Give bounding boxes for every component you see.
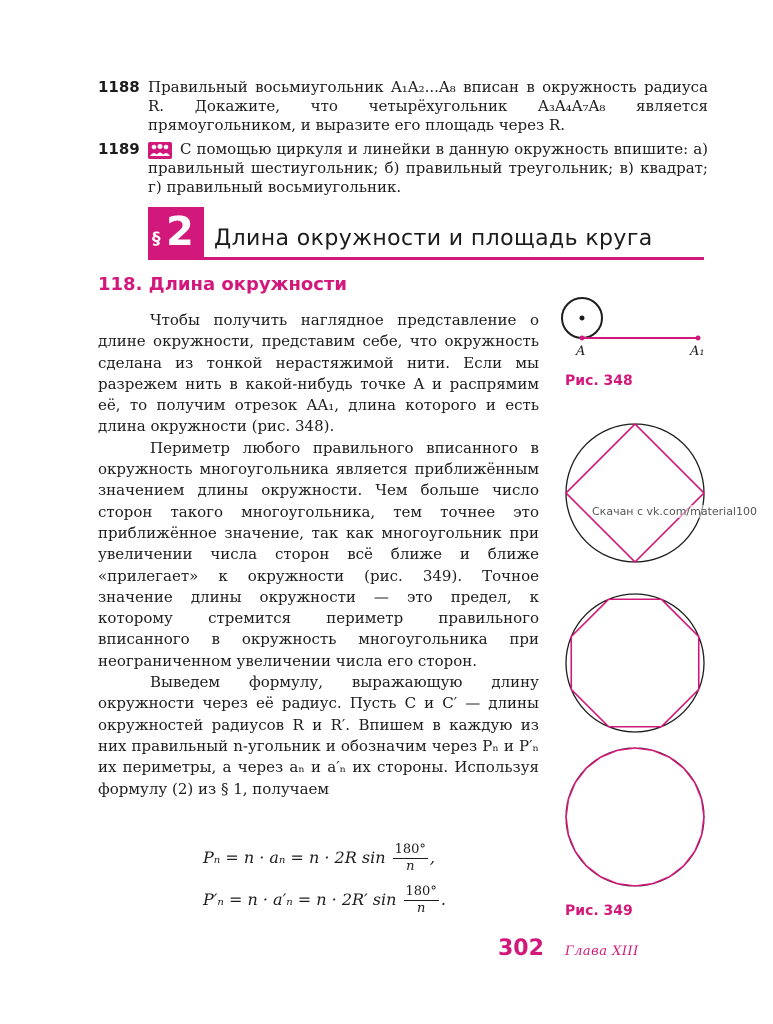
- section-title: Длина окружности и площадь круга: [214, 226, 653, 251]
- circle: [566, 424, 704, 562]
- figure-348-caption: Рис. 348: [565, 373, 633, 389]
- circle: [566, 594, 704, 732]
- paragraph: Выведем формулу, выражающую длину окружности через её радиус. Пусть C и C′ — длины окружностей радиусов R и R′. Впишем в каждую из них правильный n-угольник и обозначим через Pₙ и P′ₙ их периметры, а через aₙ и a′ₙ их стороны. Используя формулу (2) из § 1, получаем: [98, 673, 539, 798]
- body-text: [98, 310, 539, 800]
- label-point-a1: A₁: [690, 344, 705, 359]
- figure-349-square: [560, 418, 710, 568]
- problem-number: 1188: [98, 78, 140, 96]
- point-a: [580, 336, 585, 341]
- problem-1188: [98, 78, 708, 135]
- fraction-denominator: n: [406, 859, 415, 874]
- problem-1189: [98, 140, 708, 197]
- paragraph: Периметр любого правильного вписанного в окружность многоугольника является приближённым значением длины окружности. Чем больше число сторон такого многоугольника, тем точнее это приближённое значение, так как многоугольник при увеличении числа сторон всё ближе и ближе «прилегает» к окружности (рис. 349). Точное значение длины окружности — это предел, к которому стремится периметр правильного вписанного в окружность многоугольника при неограниченном увеличении числа его сторон.: [98, 438, 539, 670]
- problem-text: С помощью циркуля и линейки в данную окружность впишите: а) правильный шестиугольник; б) правильный треугольник; в) квадрат; г) правильный восьмиугольник.: [148, 140, 708, 196]
- formula-punctuation: ,: [429, 848, 436, 867]
- figure-349-polygon-many: [560, 742, 710, 892]
- fraction-numerator: 180°: [394, 842, 426, 857]
- section-badge: [148, 207, 204, 257]
- fraction-denominator: n: [416, 901, 426, 916]
- subsection-heading: 118. Длина окружности: [98, 274, 347, 295]
- section-symbol: §: [152, 229, 161, 249]
- formula-expression: P′ₙ = n · a′ₙ = n · 2R′ sin: [203, 890, 397, 909]
- group-work-icon: [148, 142, 172, 159]
- figure-349-caption: Рис. 349: [565, 903, 633, 919]
- formula-perimeter-1: [203, 842, 435, 875]
- point-a1: [696, 336, 701, 341]
- figure-348: [558, 292, 718, 352]
- formula-punctuation: .: [440, 890, 446, 909]
- watermark: Скачан с vk.com/material100: [592, 505, 758, 518]
- inscribed-octagon: [571, 599, 699, 727]
- formula-perimeter-2: [203, 884, 446, 917]
- problem-text: Правильный восьмиугольник A₁A₂...A₈ вписан в окружность радиуса R. Докажите, что четырёхугольник A₃A₄A₇A₈ является прямоугольником, и выразите его площадь через R.: [148, 78, 708, 134]
- formula-expression: Pₙ = n · aₙ = n · 2R sin: [203, 848, 386, 867]
- inscribed-polygon-many-sides: [566, 748, 704, 886]
- paragraph: Чтобы получить наглядное представление о длине окружности, представим себе, что окружность сделана из тонкой нерастяжимой нити. Если мы разрежем нить в какой-нибудь точке A и распрямим её, то получим отрезок AA₁, длина которого и есть длина окружности (рис. 348).: [98, 311, 539, 436]
- section-divider: [148, 257, 704, 260]
- chapter-label: Глава XIII: [565, 944, 639, 959]
- fraction: [404, 884, 439, 917]
- inscribed-square: [566, 424, 704, 562]
- circle-center: [580, 316, 585, 321]
- label-point-a: A: [576, 344, 586, 359]
- fraction: [393, 842, 428, 875]
- page-number: 302: [498, 936, 544, 961]
- problem-number: 1189: [98, 140, 140, 158]
- section-number: 2: [166, 209, 194, 255]
- figure-349-octagon: [560, 588, 710, 738]
- fraction-numerator: 180°: [405, 884, 437, 899]
